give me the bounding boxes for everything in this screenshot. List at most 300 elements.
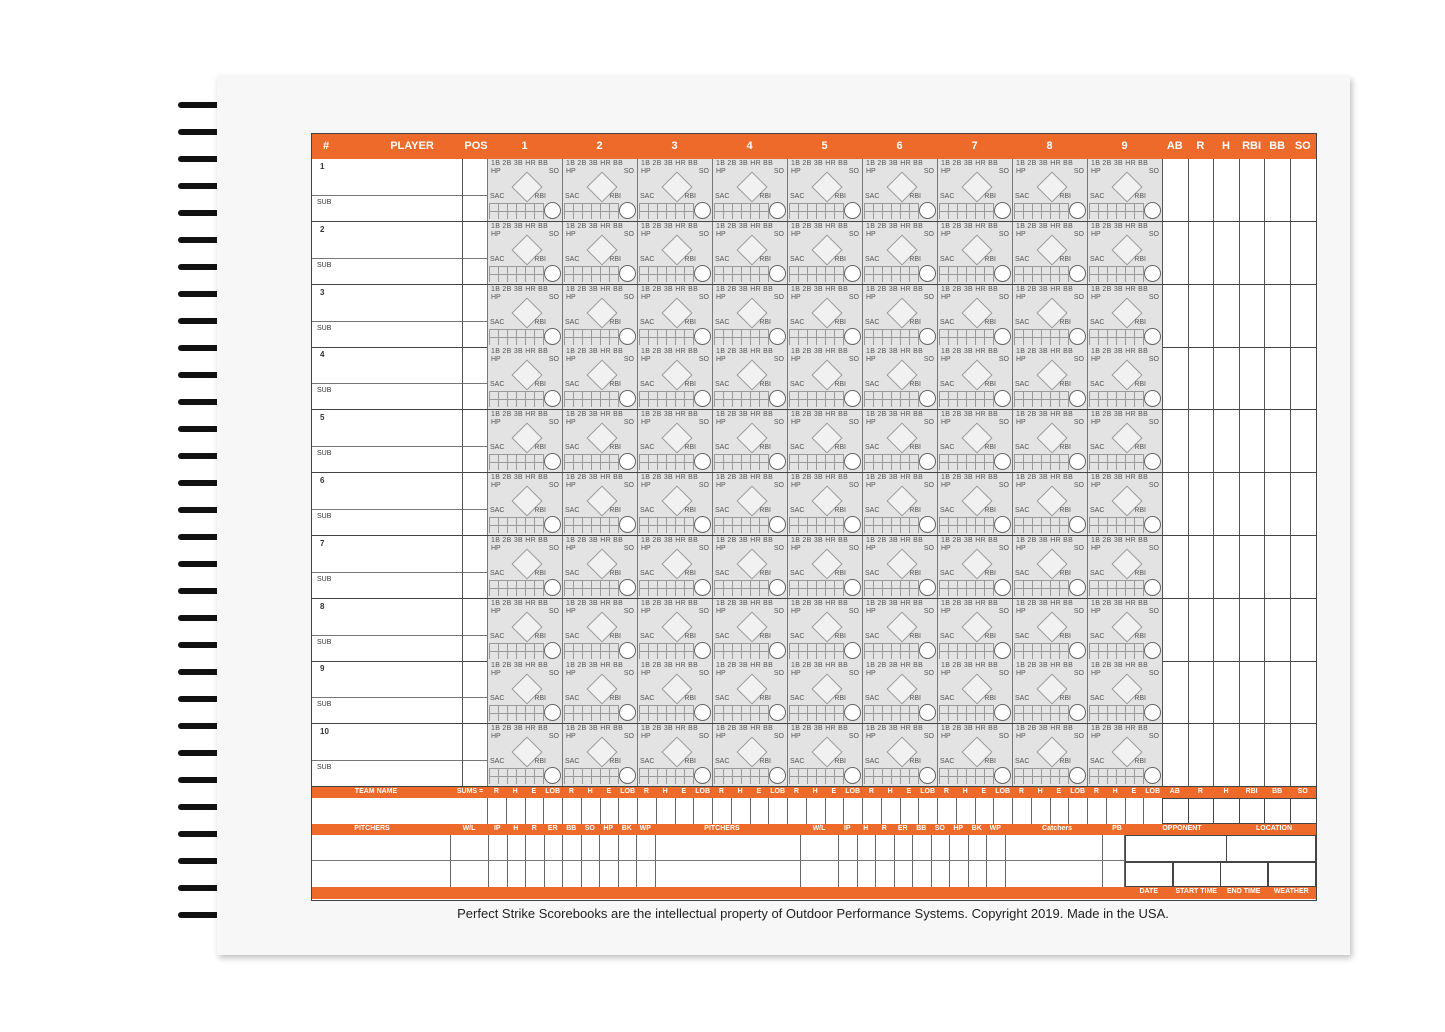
position-field[interactable] xyxy=(462,473,487,535)
at-bat-cell[interactable] xyxy=(562,222,637,284)
hit-types: 1B 2B 3B HR BB xyxy=(566,411,624,419)
at-bat-cell[interactable] xyxy=(712,661,787,723)
rbi-label: RBI xyxy=(1059,444,1071,452)
sac-label: SAC xyxy=(1015,758,1030,766)
run-circle-icon xyxy=(919,767,936,784)
rbi-label: RBI xyxy=(534,381,546,389)
hp-label: HP xyxy=(566,607,576,615)
run-circle-icon xyxy=(994,704,1011,721)
pitchers-2-label: PITCHERS xyxy=(704,825,740,832)
at-bat-cell[interactable] xyxy=(937,599,1012,661)
at-bat-cell[interactable] xyxy=(637,599,712,661)
at-bat-cell[interactable] xyxy=(637,661,712,723)
sac-label: SAC xyxy=(940,695,955,703)
sum-total-h: H xyxy=(1223,788,1229,795)
hit-types: 1B 2B 3B HR BB xyxy=(791,474,849,481)
at-bat-cell[interactable] xyxy=(1087,159,1162,221)
hp-label: HP xyxy=(491,607,501,615)
at-bat-cell[interactable] xyxy=(637,536,712,598)
hp-label: HP xyxy=(566,356,576,364)
copyright-footer: Perfect Strike Scorebooks are the intellectual property of Outdoor Performance Systems. Copyright 2019. Made in the USA. xyxy=(457,906,1169,921)
hp-label: HP xyxy=(791,168,801,175)
pitch-count-grid xyxy=(789,454,844,470)
at-bat-cell[interactable] xyxy=(487,347,562,409)
player-name-field[interactable] xyxy=(312,159,462,195)
rbi-label: RBI xyxy=(1134,569,1146,577)
at-bat-cell[interactable] xyxy=(1087,473,1162,535)
game-info-box[interactable] xyxy=(1173,862,1221,887)
player-name-field[interactable] xyxy=(312,347,462,383)
game-info-box[interactable] xyxy=(1125,862,1173,887)
pitch-count-grid xyxy=(864,517,919,533)
at-bat-cell[interactable] xyxy=(787,724,862,786)
header-total-r: R xyxy=(1196,140,1205,152)
pitch-count-grid xyxy=(714,643,769,659)
hp-label: HP xyxy=(716,356,726,364)
pitch-col-line xyxy=(986,835,987,887)
pitch-count-grid xyxy=(1089,517,1144,533)
hit-types: 1B 2B 3B HR BB xyxy=(491,222,549,230)
sac-label: SAC xyxy=(865,444,880,452)
at-bat-cell[interactable] xyxy=(1087,724,1162,786)
at-bat-cell[interactable] xyxy=(637,724,712,786)
so-label: SO xyxy=(1148,670,1159,678)
hp-label: HP xyxy=(1091,607,1101,615)
at-bat-cell[interactable] xyxy=(787,347,862,409)
hit-types: 1B 2B 3B HR BB xyxy=(941,536,999,544)
player-row xyxy=(312,347,1316,410)
hit-types: 1B 2B 3B HR BB xyxy=(791,662,849,670)
sac-label: SAC xyxy=(865,569,880,577)
hp-label: HP xyxy=(716,482,726,489)
hp-label: HP xyxy=(716,230,726,238)
rbi-label: RBI xyxy=(909,507,921,514)
total-cell-line xyxy=(1188,347,1189,409)
at-bat-cell[interactable] xyxy=(1012,599,1087,661)
sum-total-box[interactable] xyxy=(1264,798,1291,824)
sac-label: SAC xyxy=(490,381,505,389)
total-cell-line xyxy=(1162,473,1163,535)
pitch-count-grid xyxy=(489,329,544,345)
sac-label: SAC xyxy=(565,507,580,514)
at-bat-cell[interactable] xyxy=(937,410,1012,472)
sac-label: SAC xyxy=(565,569,580,577)
pitch-count-grid xyxy=(714,517,769,533)
pitch-col-line xyxy=(894,835,895,887)
total-cell-line xyxy=(1239,347,1240,409)
at-bat-cell[interactable] xyxy=(862,536,937,598)
hit-types: 1B 2B 3B HR BB xyxy=(941,160,999,167)
at-bat-cell[interactable] xyxy=(787,536,862,598)
pitch-count-grid xyxy=(714,391,769,407)
at-bat-cell[interactable] xyxy=(862,159,937,221)
at-bat-cell[interactable] xyxy=(637,473,712,535)
run-circle-icon xyxy=(1069,579,1086,596)
pitch-count-grid xyxy=(1014,768,1069,784)
pitch-count-grid xyxy=(789,705,844,721)
total-cell-line xyxy=(1188,222,1189,284)
scoresheet xyxy=(311,133,1317,901)
sac-label: SAC xyxy=(490,444,505,452)
pitch-col-ip: IP xyxy=(493,825,501,832)
hp-label: HP xyxy=(491,544,501,552)
sac-label: SAC xyxy=(490,632,505,640)
sum-label-h: H xyxy=(887,788,893,795)
at-bat-cell[interactable] xyxy=(1087,347,1162,409)
at-bat-cell[interactable] xyxy=(1012,410,1087,472)
pitch-count-grid xyxy=(714,203,769,219)
sum-label-e: E xyxy=(606,788,612,795)
at-bat-cell[interactable] xyxy=(862,222,937,284)
so-label: SO xyxy=(773,482,784,489)
run-circle-icon xyxy=(1144,516,1161,533)
at-bat-cell[interactable] xyxy=(1012,724,1087,786)
at-bat-cell[interactable] xyxy=(637,222,712,284)
sub-label: SUB xyxy=(317,450,332,458)
run-circle-icon xyxy=(1069,767,1086,784)
at-bat-cell[interactable] xyxy=(862,724,937,786)
at-bat-cell[interactable] xyxy=(862,285,937,347)
bottom-label-end-time: END TIME xyxy=(1227,888,1261,895)
hp-label: HP xyxy=(641,670,651,678)
at-bat-cell[interactable] xyxy=(487,159,562,221)
pitch-count-grid xyxy=(639,454,694,470)
at-bat-cell[interactable] xyxy=(712,222,787,284)
player-rows xyxy=(312,159,1316,787)
so-label: SO xyxy=(773,293,784,301)
at-bat-cell[interactable] xyxy=(487,222,562,284)
position-field[interactable] xyxy=(462,285,487,347)
run-circle-icon xyxy=(619,453,636,470)
sum-total-box[interactable] xyxy=(1239,798,1266,824)
so-label: SO xyxy=(698,168,709,175)
hp-label: HP xyxy=(866,733,876,741)
at-bat-cell[interactable] xyxy=(637,347,712,409)
sac-label: SAC xyxy=(565,193,580,200)
at-bat-cell[interactable] xyxy=(937,536,1012,598)
at-bat-cell[interactable] xyxy=(487,599,562,661)
so-label: SO xyxy=(848,670,859,678)
hit-types: 1B 2B 3B HR BB xyxy=(866,348,924,356)
at-bat-cell[interactable] xyxy=(1012,222,1087,284)
at-bat-cell[interactable] xyxy=(787,473,862,535)
pitch-count-grid xyxy=(1089,643,1144,659)
team-sums-row[interactable] xyxy=(312,798,1316,824)
at-bat-cell[interactable] xyxy=(487,473,562,535)
run-circle-icon xyxy=(844,453,861,470)
pitch-count-grid xyxy=(564,391,619,407)
hp-label: HP xyxy=(1091,733,1101,741)
game-info-box[interactable] xyxy=(1220,862,1268,887)
at-bat-cell[interactable] xyxy=(562,285,637,347)
run-circle-icon xyxy=(619,642,636,659)
sum-total-box[interactable] xyxy=(1290,798,1317,824)
at-bat-cell[interactable] xyxy=(562,159,637,221)
at-bat-cell[interactable] xyxy=(712,473,787,535)
sac-label: SAC xyxy=(715,758,730,766)
total-cell-line xyxy=(1239,536,1240,598)
at-bat-cell[interactable] xyxy=(712,599,787,661)
at-bat-cell[interactable] xyxy=(562,410,637,472)
pitch-count-grid xyxy=(489,266,544,282)
run-circle-icon xyxy=(844,704,861,721)
total-cell-line xyxy=(1239,285,1240,347)
so-label: SO xyxy=(773,733,784,741)
run-circle-icon xyxy=(769,642,786,659)
batting-order-number: 7 xyxy=(320,538,325,548)
total-cell-line xyxy=(1162,159,1163,221)
at-bat-cell[interactable] xyxy=(937,285,1012,347)
so-label: SO xyxy=(998,230,1009,238)
at-bat-cell[interactable] xyxy=(1087,222,1162,284)
run-circle-icon xyxy=(694,453,711,470)
at-bat-cell[interactable] xyxy=(787,661,862,723)
hit-types: 1B 2B 3B HR BB xyxy=(1091,411,1149,419)
so-label: SO xyxy=(1073,419,1084,427)
total-cell-line xyxy=(1162,599,1163,661)
run-circle-icon xyxy=(769,453,786,470)
hit-types: 1B 2B 3B HR BB xyxy=(791,599,849,607)
at-bat-cell[interactable] xyxy=(937,661,1012,723)
rbi-label: RBI xyxy=(534,444,546,452)
rbi-label: RBI xyxy=(909,695,921,703)
at-bat-cell[interactable] xyxy=(937,473,1012,535)
hp-label: HP xyxy=(716,544,726,552)
at-bat-cell[interactable] xyxy=(1087,661,1162,723)
sum-total-box[interactable] xyxy=(1213,798,1240,824)
total-cell-line xyxy=(1213,599,1214,661)
at-bat-cell[interactable] xyxy=(1012,347,1087,409)
sum-label-lob: LOB xyxy=(695,788,711,795)
run-circle-icon xyxy=(919,704,936,721)
at-bat-cell[interactable] xyxy=(487,285,562,347)
player-name-field[interactable] xyxy=(312,724,462,760)
at-bat-cell[interactable] xyxy=(562,599,637,661)
hit-types: 1B 2B 3B HR BB xyxy=(1016,160,1074,167)
sum-label-r: R xyxy=(643,788,649,795)
at-bat-cell[interactable] xyxy=(562,724,637,786)
total-cell-line xyxy=(1239,222,1240,284)
at-bat-cell[interactable] xyxy=(712,410,787,472)
sum-cell-line xyxy=(1068,798,1069,824)
at-bat-cell[interactable] xyxy=(712,724,787,786)
hp-label: HP xyxy=(866,482,876,489)
at-bat-cell[interactable] xyxy=(787,222,862,284)
sum-total-box[interactable] xyxy=(1162,798,1189,824)
player-name-field[interactable] xyxy=(312,285,462,321)
pitch-count-grid xyxy=(639,580,694,596)
sum-total-box[interactable] xyxy=(1188,798,1215,824)
at-bat-cell[interactable] xyxy=(1087,536,1162,598)
opponent-box[interactable] xyxy=(1125,835,1227,862)
hp-label: HP xyxy=(491,482,501,489)
position-field[interactable] xyxy=(462,159,487,221)
run-circle-icon xyxy=(544,453,561,470)
sac-label: SAC xyxy=(940,318,955,326)
run-circle-icon xyxy=(694,642,711,659)
position-field[interactable] xyxy=(462,724,487,786)
total-cell-line xyxy=(1188,599,1189,661)
at-bat-cell[interactable] xyxy=(937,724,1012,786)
so-label: SO xyxy=(698,607,709,615)
sub-label: SUB xyxy=(317,199,332,206)
at-bat-cell[interactable] xyxy=(787,410,862,472)
so-label: SO xyxy=(773,356,784,364)
position-field[interactable] xyxy=(462,661,487,723)
at-bat-cell[interactable] xyxy=(637,410,712,472)
total-cell-line xyxy=(1188,536,1189,598)
so-label: SO xyxy=(548,168,559,175)
at-bat-cell[interactable] xyxy=(787,599,862,661)
player-name-field[interactable] xyxy=(312,599,462,635)
sum-label-h: H xyxy=(1112,788,1118,795)
sac-label: SAC xyxy=(565,758,580,766)
rbi-label: RBI xyxy=(1134,507,1146,514)
at-bat-cell[interactable] xyxy=(1087,410,1162,472)
hp-label: HP xyxy=(1091,419,1101,427)
game-info-box[interactable] xyxy=(1268,862,1316,887)
at-bat-cell[interactable] xyxy=(712,347,787,409)
pitch-count-grid xyxy=(939,517,994,533)
at-bat-cell[interactable] xyxy=(862,347,937,409)
at-bat-cell[interactable] xyxy=(937,159,1012,221)
at-bat-cell[interactable] xyxy=(562,347,637,409)
pitching-rows[interactable] xyxy=(312,835,1316,887)
at-bat-cell[interactable] xyxy=(637,285,712,347)
hp-label: HP xyxy=(941,419,951,427)
at-bat-cell[interactable] xyxy=(487,410,562,472)
hit-types: 1B 2B 3B HR BB xyxy=(1091,725,1149,733)
hit-types: 1B 2B 3B HR BB xyxy=(566,474,624,481)
so-label: SO xyxy=(698,482,709,489)
at-bat-cell[interactable] xyxy=(487,724,562,786)
at-bat-cell[interactable] xyxy=(1012,661,1087,723)
player-name-field[interactable] xyxy=(312,536,462,572)
pitch-count-grid xyxy=(489,517,544,533)
pitch-count-grid xyxy=(1089,705,1144,721)
at-bat-cell[interactable] xyxy=(637,159,712,221)
hit-types: 1B 2B 3B HR BB xyxy=(866,474,924,481)
header-total-rbi: RBI xyxy=(1242,140,1262,152)
run-circle-icon xyxy=(544,767,561,784)
sac-label: SAC xyxy=(940,193,955,200)
player-name-field[interactable] xyxy=(312,410,462,446)
at-bat-cell[interactable] xyxy=(862,661,937,723)
at-bat-cell[interactable] xyxy=(937,347,1012,409)
hp-label: HP xyxy=(866,607,876,615)
so-label: SO xyxy=(698,544,709,552)
sum-cell-line xyxy=(600,798,601,824)
at-bat-cell[interactable] xyxy=(487,661,562,723)
player-name-field[interactable] xyxy=(312,473,462,509)
pitch-count-grid xyxy=(789,768,844,784)
at-bat-cell[interactable] xyxy=(787,159,862,221)
at-bat-cell[interactable] xyxy=(1012,473,1087,535)
total-cell-line xyxy=(1264,347,1265,409)
at-bat-cell[interactable] xyxy=(937,222,1012,284)
run-circle-icon xyxy=(844,642,861,659)
rbi-label: RBI xyxy=(534,318,546,326)
sub-divider xyxy=(312,697,487,698)
hp-label: HP xyxy=(641,230,651,238)
run-circle-icon xyxy=(619,767,636,784)
sub-label: SUB xyxy=(317,575,332,583)
at-bat-cell[interactable] xyxy=(562,661,637,723)
sac-label: SAC xyxy=(490,758,505,766)
hit-types: 1B 2B 3B HR BB xyxy=(791,348,849,356)
at-bat-cell[interactable] xyxy=(787,285,862,347)
at-bat-cell[interactable] xyxy=(562,536,637,598)
rbi-label: RBI xyxy=(759,318,771,326)
run-circle-icon xyxy=(844,767,861,784)
player-name-field[interactable] xyxy=(312,661,462,697)
sac-label: SAC xyxy=(1090,632,1105,640)
run-circle-icon xyxy=(919,265,936,282)
sum-cell-line xyxy=(675,798,676,824)
hit-types: 1B 2B 3B HR BB xyxy=(941,411,999,419)
location-box[interactable] xyxy=(1226,835,1316,862)
at-bat-cell[interactable] xyxy=(1012,285,1087,347)
so-label: SO xyxy=(848,293,859,301)
player-name-field[interactable] xyxy=(312,222,462,258)
rbi-label: RBI xyxy=(609,381,621,389)
at-bat-cell[interactable] xyxy=(712,285,787,347)
at-bat-cell[interactable] xyxy=(862,599,937,661)
position-field[interactable] xyxy=(462,536,487,598)
rbi-label: RBI xyxy=(534,758,546,766)
at-bat-cell[interactable] xyxy=(562,473,637,535)
position-field[interactable] xyxy=(462,222,487,284)
hit-types: 1B 2B 3B HR BB xyxy=(641,474,699,481)
pitch-count-grid xyxy=(864,266,919,282)
so-label: SO xyxy=(698,230,709,238)
pitch-col-so: SO xyxy=(584,825,595,832)
at-bat-cell[interactable] xyxy=(712,536,787,598)
at-bat-cell[interactable] xyxy=(862,410,937,472)
at-bat-cell[interactable] xyxy=(1012,159,1087,221)
rbi-label: RBI xyxy=(759,569,771,577)
run-circle-icon xyxy=(694,202,711,219)
at-bat-cell[interactable] xyxy=(712,159,787,221)
run-circle-icon xyxy=(769,704,786,721)
at-bat-cell[interactable] xyxy=(1012,536,1087,598)
position-field[interactable] xyxy=(462,599,487,661)
total-cell-line xyxy=(1290,724,1291,786)
sac-label: SAC xyxy=(790,695,805,703)
pitch-count-grid xyxy=(939,643,994,659)
total-cell-line xyxy=(1162,661,1163,723)
player-row xyxy=(312,285,1316,348)
at-bat-cell[interactable] xyxy=(862,473,937,535)
rbi-label: RBI xyxy=(609,758,621,766)
sac-label: SAC xyxy=(865,193,880,200)
pitch-col-line xyxy=(655,835,656,887)
rbi-label: RBI xyxy=(1059,569,1071,577)
hp-label: HP xyxy=(716,293,726,301)
sac-label: SAC xyxy=(490,193,505,200)
position-field[interactable] xyxy=(462,347,487,409)
pitch-count-grid xyxy=(789,266,844,282)
sac-label: SAC xyxy=(1015,695,1030,703)
pitch-count-grid xyxy=(1014,391,1069,407)
sac-label: SAC xyxy=(715,507,730,514)
at-bat-cell[interactable] xyxy=(487,536,562,598)
at-bat-cell[interactable] xyxy=(1087,285,1162,347)
total-cell-line xyxy=(1290,473,1291,535)
position-field[interactable] xyxy=(462,410,487,472)
sum-cell-line xyxy=(1143,798,1144,824)
at-bat-cell[interactable] xyxy=(1087,599,1162,661)
